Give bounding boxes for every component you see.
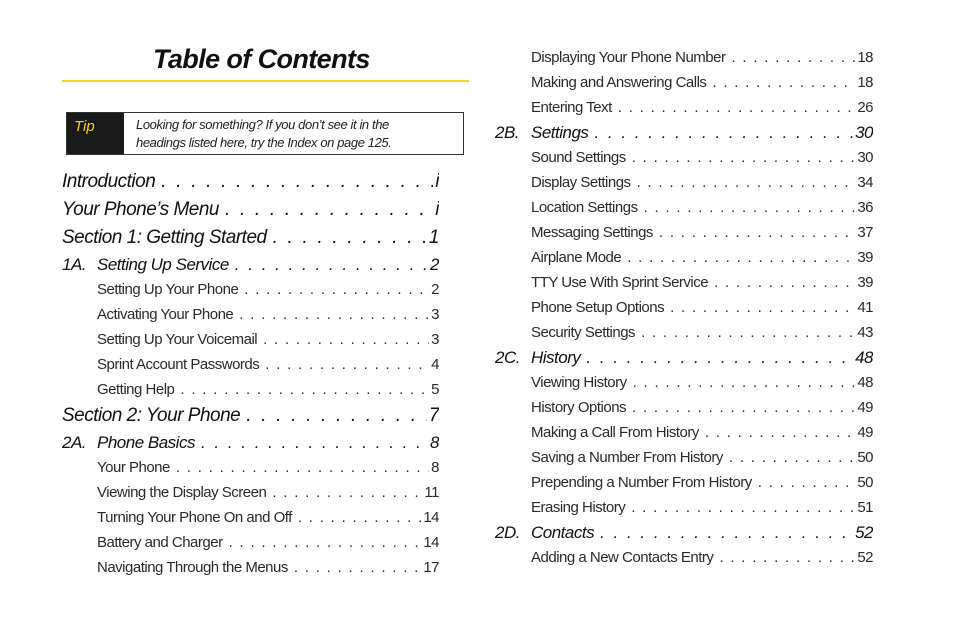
dot-leader <box>670 295 855 320</box>
dot-leader <box>729 445 855 470</box>
dot-leader <box>644 195 856 220</box>
toc-page-number: 36 <box>857 199 873 216</box>
toc-entry-label <box>97 555 288 580</box>
toc-entry-label <box>531 320 635 345</box>
toc-entry[interactable] <box>62 302 439 327</box>
dot-leader <box>637 170 856 195</box>
toc-entry-label <box>531 220 653 245</box>
toc-entry-title: Setting Up Your Phone <box>97 281 239 298</box>
toc-entry-label <box>495 520 594 545</box>
toc-entry-label <box>531 145 626 170</box>
toc-entry-title: Phone Setup Options <box>531 299 665 316</box>
toc-entry-title: TTY Use With Sprint Service <box>531 274 709 291</box>
toc-page-number: 50 <box>857 474 873 491</box>
toc-entry-label <box>531 495 625 520</box>
toc-entry-title: Your Phone <box>97 459 170 476</box>
dot-leader <box>632 145 856 170</box>
dot-leader <box>272 480 422 505</box>
title-rule <box>62 80 469 82</box>
dot-leader <box>594 120 853 145</box>
toc-page-number: i <box>435 171 439 192</box>
toc-entry-label <box>495 120 588 145</box>
toc-entry-title: Airplane Mode <box>531 249 622 266</box>
page-title: Table of Contents <box>153 44 370 74</box>
toc-entry-title: Contacts <box>531 523 595 542</box>
toc-page-number: 30 <box>855 123 873 142</box>
toc-entry[interactable] <box>62 555 439 580</box>
toc-entry-label <box>62 168 155 196</box>
toc-entry[interactable] <box>495 395 873 420</box>
toc-section-number: 2C. <box>495 348 520 367</box>
toc-page-number: 34 <box>857 174 873 191</box>
toc-entry[interactable] <box>62 402 439 430</box>
toc-entry[interactable] <box>62 252 439 277</box>
toc-entry-label <box>62 402 240 430</box>
toc-entry-title: Your Phone’s Menu <box>62 199 219 220</box>
toc-entry-label <box>531 295 664 320</box>
toc-page-number: 41 <box>857 299 873 316</box>
toc-entry-label <box>62 224 267 252</box>
toc-entry[interactable] <box>495 95 873 120</box>
toc-entry-title: Making and Answering Calls <box>531 74 707 91</box>
toc-entry[interactable] <box>495 345 873 370</box>
toc-page-number: 17 <box>423 559 439 576</box>
toc-entry-title: History <box>531 348 581 367</box>
toc-entry-title: Settings <box>531 123 589 142</box>
toc-entry-label <box>531 195 638 220</box>
dot-leader <box>632 395 855 420</box>
toc-entry-title: Making a Call From History <box>531 424 699 441</box>
toc-entry-label <box>62 430 195 455</box>
toc-page-number: i <box>435 199 439 220</box>
dot-leader <box>225 196 433 224</box>
toc-entry-title: Adding a New Contacts Entry <box>531 549 714 566</box>
toc-page-number: 8 <box>431 459 439 476</box>
toc-page-number: 5 <box>431 381 439 398</box>
toc-page-number: 4 <box>431 356 439 373</box>
toc-page-number: 2 <box>430 255 439 274</box>
toc-page-number: 52 <box>855 523 873 542</box>
toc-page-number: 3 <box>431 306 439 323</box>
toc-entry[interactable] <box>495 270 873 295</box>
toc-page-number: 30 <box>857 149 873 166</box>
dot-leader <box>659 220 855 245</box>
toc-entry[interactable] <box>495 495 873 520</box>
toc-entry[interactable] <box>62 168 439 196</box>
toc-page-number: 52 <box>857 549 873 566</box>
dot-leader <box>235 252 428 277</box>
toc-entry-label <box>531 245 621 270</box>
toc-entry[interactable] <box>495 120 873 145</box>
toc-page-number: 39 <box>857 249 873 266</box>
toc-page-number: 26 <box>857 99 873 116</box>
toc-page-number: 1 <box>428 227 439 248</box>
toc-entry-title: Location Settings <box>531 199 638 216</box>
dot-leader <box>298 505 421 530</box>
toc-entry-title: Viewing the Display Screen <box>97 484 267 501</box>
toc-page-number: 8 <box>430 433 439 452</box>
toc-page-number: 3 <box>431 331 439 348</box>
dot-leader <box>239 302 429 327</box>
toc-section-number: 2B. <box>495 123 520 142</box>
dot-leader <box>705 420 855 445</box>
toc-entry[interactable] <box>495 545 873 570</box>
toc-entry[interactable] <box>62 277 439 302</box>
toc-entry-label <box>97 352 259 377</box>
toc-entry[interactable] <box>62 430 439 455</box>
toc-entry[interactable] <box>495 320 873 345</box>
toc-entry-title: Setting Up Your Voicemail <box>97 331 258 348</box>
toc-entry-label <box>495 345 580 370</box>
dot-leader <box>586 345 853 370</box>
toc-page-number: 48 <box>857 374 873 391</box>
toc-entry-label <box>97 480 266 505</box>
toc-entry[interactable] <box>495 45 873 70</box>
tip-label: Tip <box>67 113 124 154</box>
toc-entry-title: Turning Your Phone On and Off <box>97 509 292 526</box>
dot-leader <box>631 495 855 520</box>
toc-entry-title: Section 1: Getting Started <box>62 227 267 248</box>
toc-entry-title: Entering Text <box>531 99 612 116</box>
dot-leader <box>714 270 855 295</box>
tip-text <box>124 113 463 154</box>
dot-leader <box>263 327 429 352</box>
tip-box <box>66 112 464 155</box>
toc-entry-label <box>97 302 233 327</box>
toc-entry[interactable] <box>62 505 439 530</box>
toc-entry-label <box>62 252 229 277</box>
toc-entry-label <box>97 377 174 402</box>
tip-text-line-1: Looking for something? If you don’t see it in the <box>136 117 389 132</box>
toc-entry-label <box>531 270 708 295</box>
dot-leader <box>176 455 429 480</box>
dot-leader <box>600 520 853 545</box>
toc-entry-title: Phone Basics <box>97 433 195 452</box>
toc-page-number: 43 <box>857 324 873 341</box>
toc-page-number: 49 <box>857 424 873 441</box>
toc-entry-title: Viewing History <box>531 374 627 391</box>
dot-leader <box>229 530 422 555</box>
toc-entry[interactable] <box>495 295 873 320</box>
dot-leader <box>246 402 427 430</box>
toc-entry-label <box>97 277 238 302</box>
toc-entry-title: History Options <box>531 399 627 416</box>
toc-entry[interactable] <box>62 224 439 252</box>
toc-page-number: 11 <box>424 484 439 501</box>
toc-entry[interactable] <box>495 145 873 170</box>
toc-entry-title: Activating Your Phone <box>97 306 234 323</box>
toc-page-number: 14 <box>423 534 439 551</box>
toc-entry-label <box>531 70 706 95</box>
toc-page-number: 7 <box>428 405 439 426</box>
toc-left-column <box>62 168 439 580</box>
dot-leader <box>712 70 855 95</box>
dot-leader <box>618 95 856 120</box>
toc-entry-label <box>531 45 725 70</box>
toc-entry-label <box>531 470 752 495</box>
dot-leader <box>719 545 855 570</box>
toc-entry[interactable] <box>495 220 873 245</box>
dot-leader <box>265 352 429 377</box>
toc-entry-label <box>531 170 631 195</box>
toc-entry-title: Messaging Settings <box>531 224 653 241</box>
toc-entry-label <box>97 505 292 530</box>
toc-page-number: 51 <box>857 499 873 516</box>
toc-entry-label <box>531 545 713 570</box>
toc-entry[interactable] <box>495 70 873 95</box>
toc-entry[interactable] <box>495 195 873 220</box>
dot-leader <box>180 377 429 402</box>
toc-entry[interactable] <box>62 196 439 224</box>
toc-entry[interactable] <box>62 480 439 505</box>
toc-entry-title: Display Settings <box>531 174 631 191</box>
toc-entry[interactable] <box>62 455 439 480</box>
toc-entry-title: Erasing History <box>531 499 626 516</box>
toc-entry-title: Introduction <box>62 171 156 192</box>
toc-entry[interactable] <box>62 352 439 377</box>
toc-entry-title: Saving a Number From History <box>531 449 723 466</box>
toc-entry-title: Prepending a Number From History <box>531 474 752 491</box>
toc-entry-title: Section 2: Your Phone <box>62 405 241 426</box>
toc-entry[interactable] <box>62 530 439 555</box>
dot-leader <box>627 245 855 270</box>
toc-section-number: 1A. <box>62 255 87 274</box>
toc-entry-title: Displaying Your Phone Number <box>531 49 726 66</box>
toc-entry[interactable] <box>495 170 873 195</box>
toc-entry-title: Setting Up Service <box>97 255 229 274</box>
toc-page-number: 50 <box>857 449 873 466</box>
toc-entry-label <box>531 420 699 445</box>
toc-section-number: 2A. <box>62 433 87 452</box>
toc-entry-title: Security Settings <box>531 324 636 341</box>
toc-page-number: 18 <box>857 74 873 91</box>
dot-leader <box>294 555 421 580</box>
dot-leader <box>273 224 427 252</box>
toc-entry-title: Sound Settings <box>531 149 626 166</box>
toc-page-number: 39 <box>857 274 873 291</box>
toc-page-number: 14 <box>423 509 439 526</box>
toc-entry-title: Navigating Through the Menus <box>97 559 288 576</box>
dot-leader <box>161 168 433 196</box>
toc-entry[interactable] <box>495 370 873 395</box>
dot-leader <box>633 370 856 395</box>
toc-right-column <box>495 45 873 570</box>
toc-entry-title: Sprint Account Passwords <box>97 356 260 373</box>
toc-entry-label <box>531 445 723 470</box>
toc-page-number: 49 <box>857 399 873 416</box>
toc-entry[interactable] <box>495 245 873 270</box>
dot-leader <box>201 430 428 455</box>
toc-entry-label <box>97 455 170 480</box>
dot-leader <box>731 45 855 70</box>
toc-entry[interactable] <box>495 470 873 495</box>
toc-entry-title: Battery and Charger <box>97 534 223 551</box>
toc-page-number: 37 <box>857 224 873 241</box>
dot-leader <box>758 470 856 495</box>
toc-entry[interactable] <box>495 445 873 470</box>
toc-entry[interactable] <box>495 420 873 445</box>
toc-page-number: 48 <box>855 348 873 367</box>
toc-entry-label <box>97 327 257 352</box>
dot-leader <box>641 320 855 345</box>
toc-page-number: 2 <box>431 281 439 298</box>
toc-entry-label <box>531 95 612 120</box>
dot-leader <box>244 277 429 302</box>
toc-entry[interactable] <box>62 377 439 402</box>
toc-entry-label <box>531 395 626 420</box>
toc-entry[interactable] <box>62 327 439 352</box>
toc-entry[interactable] <box>495 520 873 545</box>
toc-entry-label <box>531 370 627 395</box>
toc-entry-title: Getting Help <box>97 381 175 398</box>
toc-section-number: 2D. <box>495 523 520 542</box>
toc-entry-label <box>97 530 223 555</box>
tip-text-line-2: headings listed here, try the Index on page 125. <box>136 135 392 150</box>
toc-entry-label <box>62 196 219 224</box>
toc-page-number: 18 <box>857 49 873 66</box>
